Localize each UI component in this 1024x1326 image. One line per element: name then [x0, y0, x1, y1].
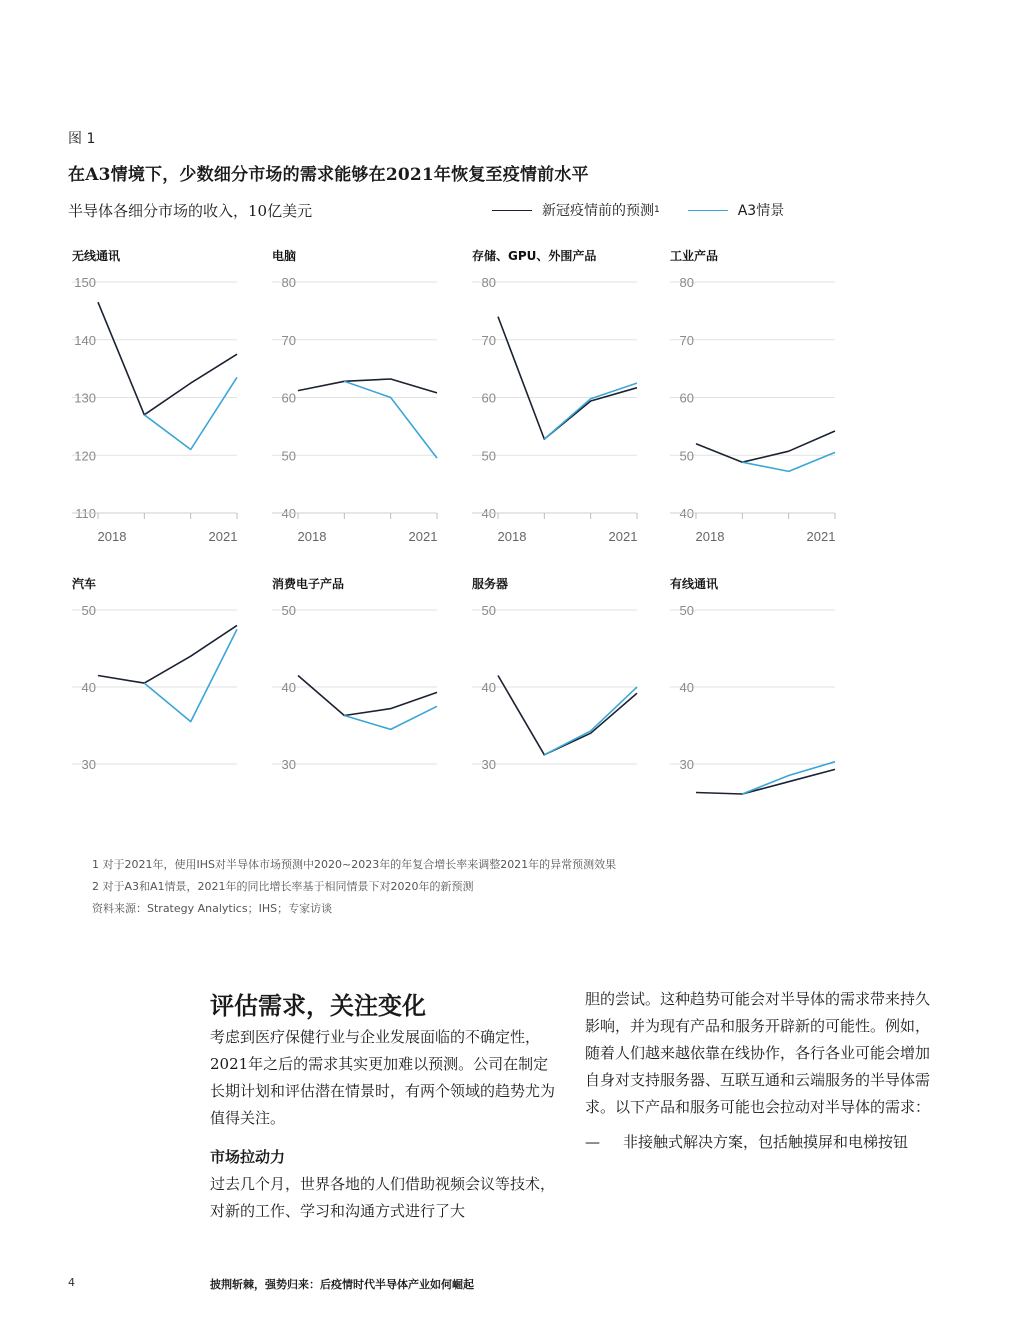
series-line-baseline — [696, 431, 835, 462]
footnote-source: 资料来源：Strategy Analytics；IHS；专家访谈 — [92, 902, 333, 915]
y-tick-label: 40 — [481, 680, 496, 695]
x-tick-label: 2018 — [695, 529, 725, 544]
x-tick-label: 2021 — [408, 529, 438, 544]
y-tick-label: 40 — [81, 680, 96, 695]
subhead-market-pull: 市场拉动力 — [210, 1148, 286, 1166]
figure-label: 图 1 — [68, 131, 96, 147]
y-tick-label: 40 — [679, 506, 694, 521]
footnote-1: 1 对于2021年，使用IHS对半导体市场预测中2020~2023年的年复合增长率来调整2021年的异常预测效果 — [92, 858, 617, 871]
legend-label-baseline: 新冠疫情前的预测 — [542, 203, 654, 219]
article-left-column — [210, 1024, 555, 1225]
legend-label-a3: A3情景 — [737, 203, 785, 219]
y-tick-label: 50 — [679, 448, 694, 464]
y-tick-label: 50 — [81, 603, 96, 618]
y-tick-label: 110 — [75, 506, 96, 521]
intro-paragraph: 考虑到医疗保健行业与企业发展面临的不确定性，2021年之后的需求其实更加难以预测。公司在制定长期计划和评估潜在情景时，有两个领域的趋势尤为值得关注。 — [210, 1028, 556, 1127]
section-title: 评估需求，关注变化 — [210, 991, 426, 1020]
y-tick-label: 30 — [481, 757, 496, 772]
y-tick-label: 40 — [281, 506, 296, 521]
panel-title: 存储、GPU、外围产品 — [472, 249, 597, 263]
panel-title: 有线通讯 — [670, 577, 719, 591]
bullet-dash: — — [585, 1133, 600, 1151]
series-line-baseline — [298, 676, 437, 716]
y-tick-label: 70 — [481, 332, 496, 348]
series-line-a3 — [742, 762, 835, 794]
y-tick-label: 40 — [481, 506, 496, 521]
panel-title: 汽车 — [72, 577, 97, 591]
y-tick-label: 30 — [81, 757, 96, 772]
series-line-a3 — [344, 381, 437, 458]
series-line-baseline — [498, 317, 637, 440]
x-tick-label: 2018 — [297, 529, 327, 544]
panel-title: 电脑 — [272, 249, 297, 263]
series-line-a3 — [344, 706, 437, 729]
y-tick-label: 70 — [281, 332, 296, 348]
bullet-text: 非接触式解决方案，包括触摸屏和电梯按钮 — [623, 1133, 909, 1151]
y-tick-label: 130 — [74, 390, 96, 406]
y-tick-label: 60 — [679, 390, 694, 406]
y-tick-label: 40 — [679, 680, 694, 695]
y-tick-label: 50 — [481, 448, 496, 464]
figure-subtitle: 半导体各细分市场的收入，10亿美元 — [68, 202, 313, 220]
y-tick-label: 30 — [679, 757, 694, 772]
y-tick-label: 70 — [679, 332, 694, 348]
footnotes — [92, 854, 616, 920]
y-tick-label: 80 — [679, 275, 694, 290]
panel-title: 无线通讯 — [72, 249, 121, 263]
x-tick-label: 2018 — [497, 529, 527, 544]
y-tick-label: 50 — [281, 448, 296, 464]
panel-title: 服务器 — [472, 577, 509, 591]
y-tick-label: 140 — [74, 332, 96, 348]
x-tick-label: 2021 — [608, 529, 638, 544]
y-tick-label: 40 — [281, 680, 296, 695]
panel-title: 工业产品 — [670, 249, 719, 263]
y-tick-label: 120 — [74, 448, 96, 464]
y-tick-label: 80 — [481, 275, 496, 290]
y-tick-label: 60 — [481, 390, 496, 406]
y-tick-label: 60 — [281, 390, 296, 406]
x-tick-label: 2018 — [97, 529, 127, 544]
x-tick-label: 2021 — [806, 529, 836, 544]
list-item — [585, 1129, 930, 1156]
running-title: 披荆斩棘，强势归来：后疫情时代半导体产业如何崛起 — [210, 1278, 474, 1291]
page-number: 4 — [68, 1276, 75, 1289]
y-tick-label: 150 — [74, 275, 96, 290]
series-line-baseline — [298, 379, 437, 393]
y-tick-label: 50 — [481, 603, 496, 618]
panel-title: 消费电子产品 — [272, 577, 345, 591]
series-line-a3 — [544, 687, 637, 755]
footnote-2: 2 对于A3和A1情景，2021年的同比增长率基于相同情景下对2020年的新预测 — [92, 880, 474, 893]
article-right-column — [585, 986, 930, 1156]
series-line-a3 — [144, 377, 237, 449]
market-pull-paragraph: 过去几个月，世界各地的人们借助视频会议等技术，对新的工作、学习和沟通方式进行了大 — [210, 1175, 556, 1220]
series-line-baseline — [696, 769, 835, 794]
figure-title: 在A3情境下，少数细分市场的需求能够在2021年恢复至疫情前水平 — [68, 165, 589, 185]
y-tick-label: 80 — [281, 275, 296, 290]
legend-sup-baseline: 1 — [654, 205, 660, 215]
y-tick-label: 50 — [281, 603, 296, 618]
right-paragraph: 胆的尝试。这种趋势可能会对半导体的需求带来持久影响，并为现有产品和服务开辟新的可能性。例如，随着人们越来越依靠在线协作，各行各业可能会增加自身对支持服务器、互联互通和云端服务的半导体需求。以下产品和服务可能也会拉动对半导体的需求： — [585, 990, 931, 1116]
x-tick-label: 2021 — [208, 529, 238, 544]
series-line-baseline — [98, 625, 237, 683]
y-tick-label: 50 — [679, 603, 694, 618]
y-tick-label: 30 — [281, 757, 296, 772]
